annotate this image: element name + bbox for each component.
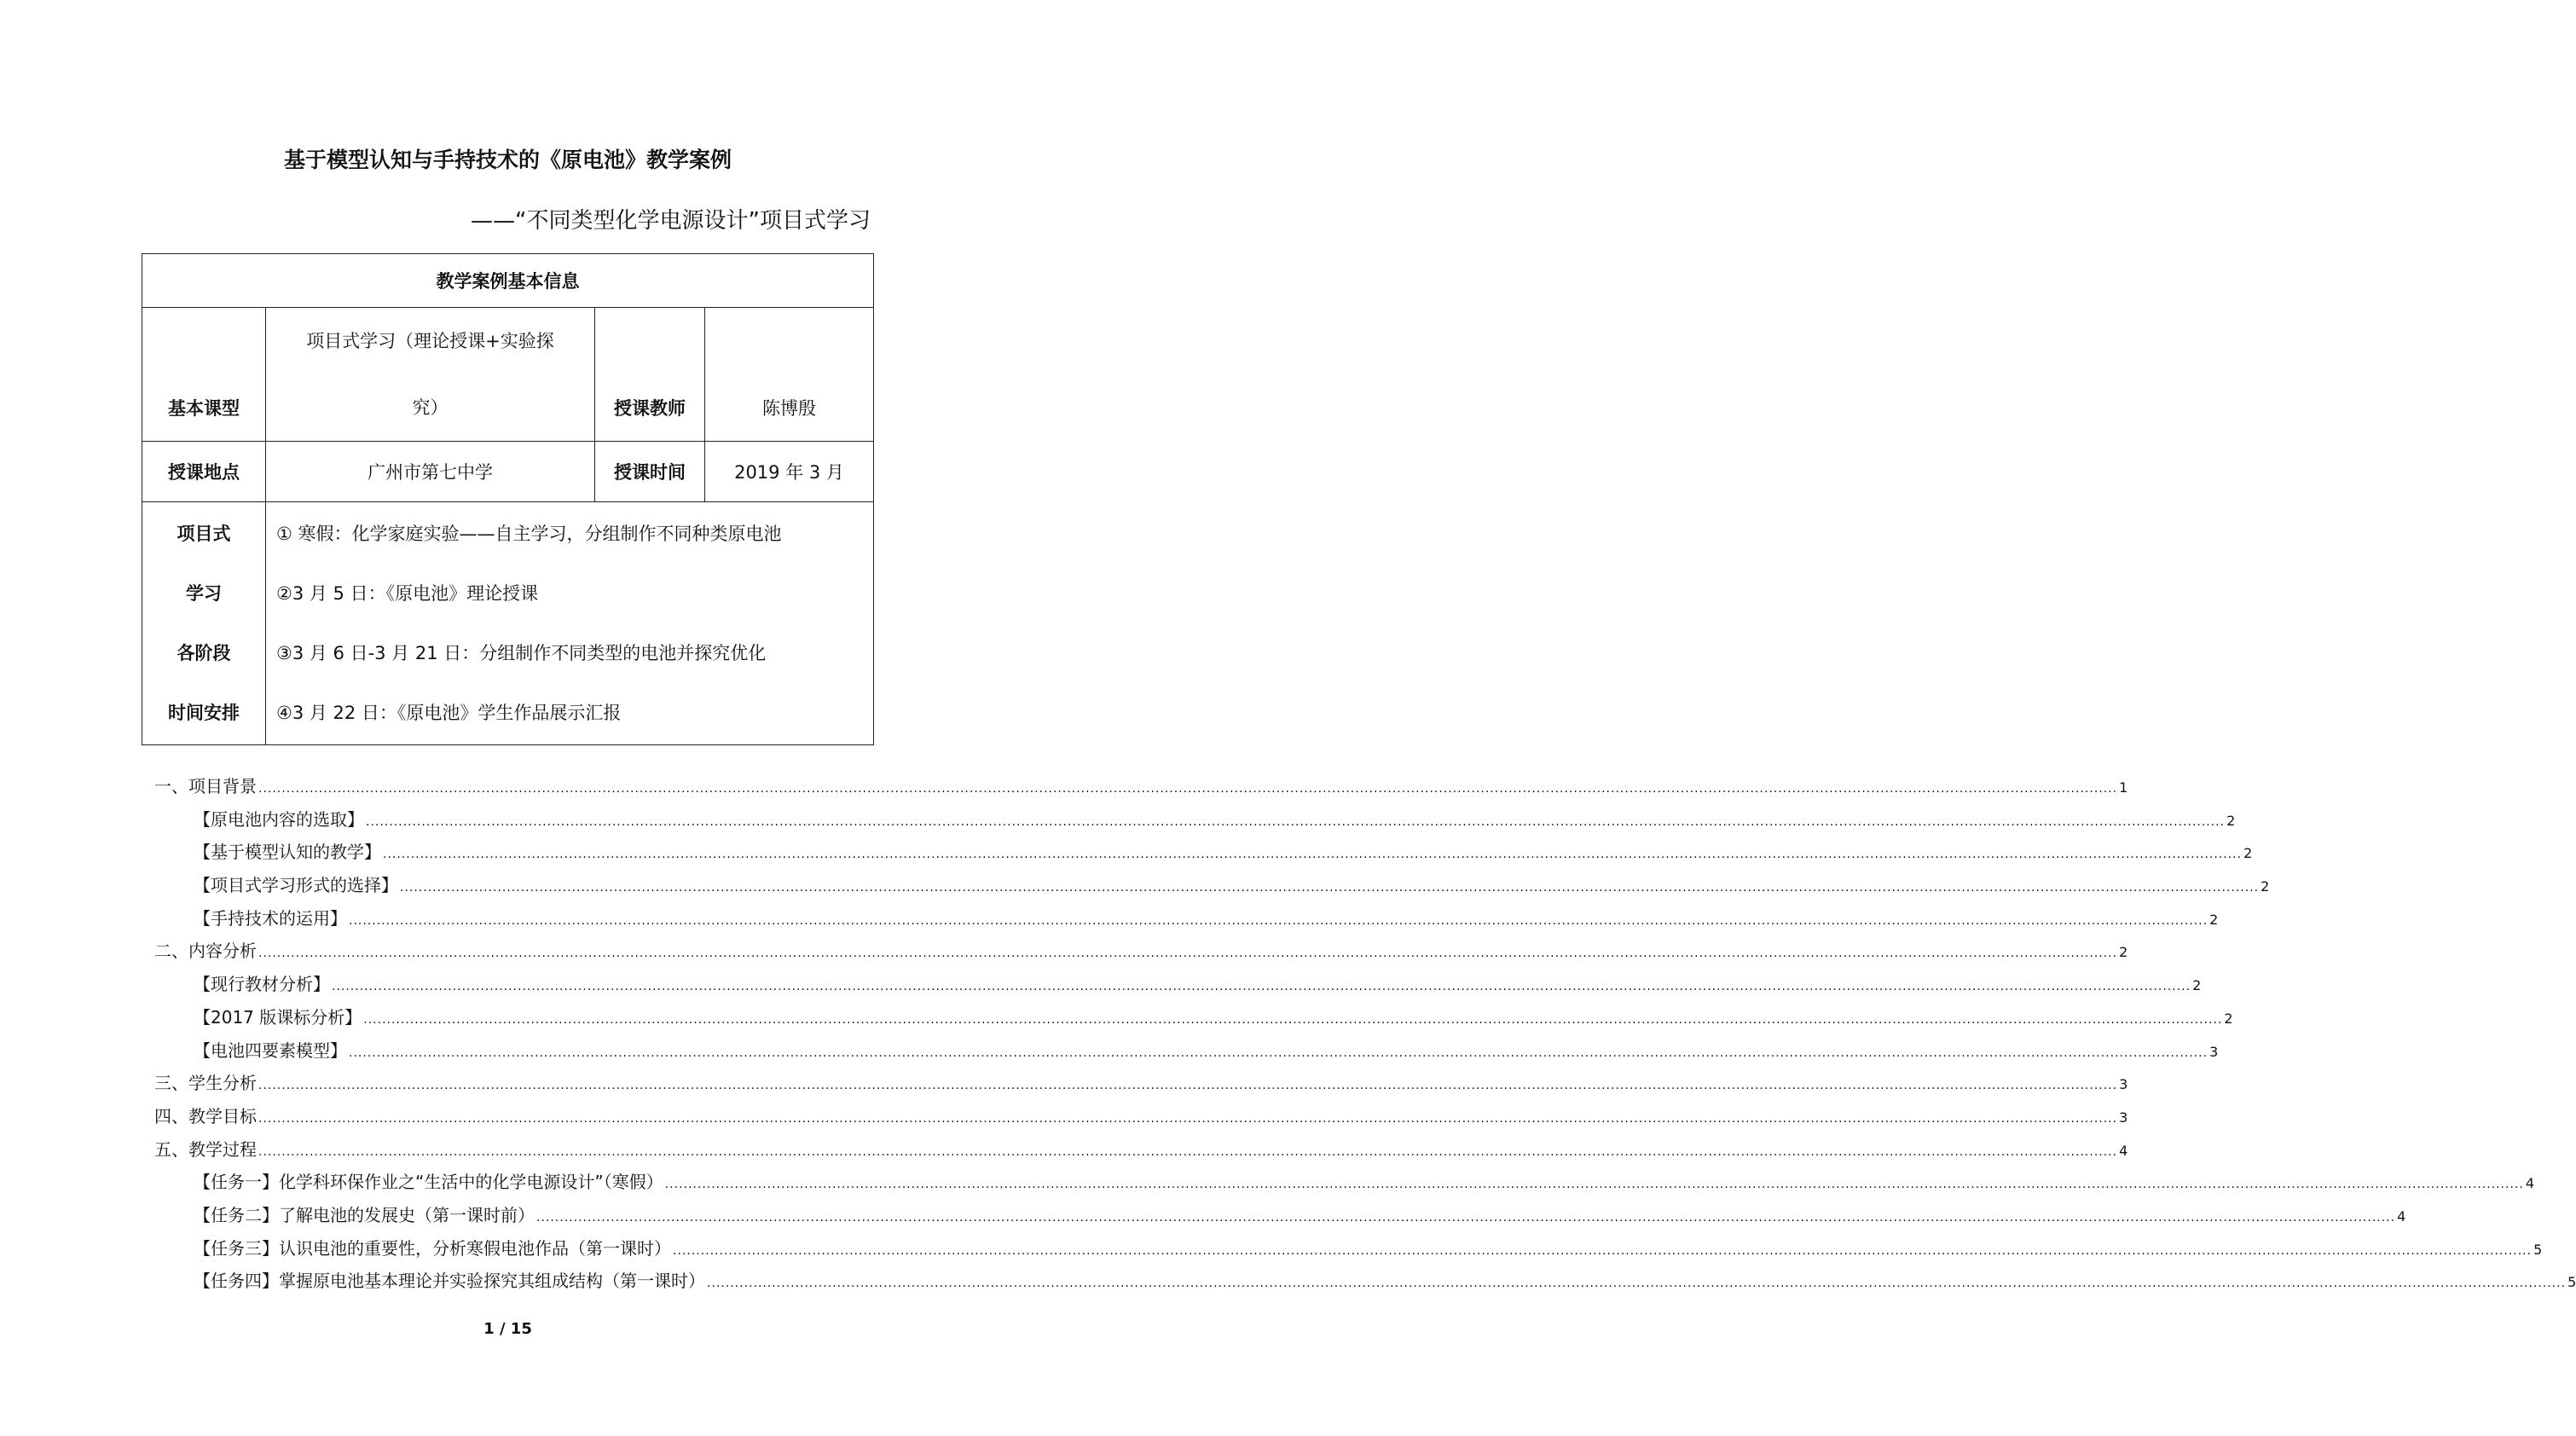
stage-label-line: 时间安排 (168, 703, 240, 723)
course-type-label: 基本课型 (142, 308, 266, 442)
toc-entry-page: 2 (2192, 977, 2202, 994)
toc-entry-page: 5 (2533, 1241, 2543, 1258)
toc-entry-title: 【手持技术的运用】 (194, 907, 347, 929)
toc-leader-dots: ................................................................................................................................................................................................................................................................................................................................................................................................................ (383, 848, 2243, 862)
toc-leader-dots: ................................................................................................................................................................................................................................................................................................................................................................................................................ (258, 1079, 2118, 1093)
toc-leader-dots: ................................................................................................................................................................................................................................................................................................................................................................................................................ (349, 913, 2208, 928)
toc-entry-page: 1 (2119, 779, 2128, 796)
toc-leader-dots: ................................................................................................................................................................................................................................................................................................................................................................................................................ (349, 1045, 2208, 1060)
toc-entry-title: 二、内容分析 (154, 941, 257, 962)
toc-entry-title: 五、教学过程 (154, 1138, 257, 1160)
toc-entry[interactable] (154, 871, 2270, 905)
location-value: 广州市第七中学 (266, 442, 595, 502)
toc-entry-title: 【电池四要素模型】 (194, 1039, 347, 1061)
toc-entry[interactable] (154, 806, 2236, 839)
location-label: 授课地点 (142, 442, 266, 502)
teacher-label: 授课教师 (595, 308, 705, 442)
toc-leader-dots: ................................................................................................................................................................................................................................................................................................................................................................................................................ (400, 881, 2260, 895)
table-caption: 教学案例基本信息 (142, 254, 874, 308)
toc-entry-page: 4 (2397, 1207, 2406, 1225)
toc-entry-page: 5 (2567, 1274, 2576, 1291)
toc-entry-page: 2 (2209, 911, 2219, 928)
stage-label-line: 学习 (186, 583, 222, 604)
course-type-value (266, 308, 595, 442)
toc-leader-dots: ................................................................................................................................................................................................................................................................................................................................................................................................................ (258, 1111, 2118, 1126)
toc-entry[interactable] (154, 1267, 2576, 1300)
toc-entry[interactable] (154, 1201, 2406, 1235)
stage-item: ① 寒假：化学家庭实验——自主学习，分组制作不同种类原电池 (276, 524, 782, 544)
toc-entry-page: 2 (2224, 1010, 2233, 1027)
basic-info-table (142, 253, 874, 745)
toc-leader-dots: ................................................................................................................................................................................................................................................................................................................................................................................................................ (363, 1012, 2223, 1027)
stage-item: ③3 月 6 日-3 月 21 日：分组制作不同类型的电池并探究优化 (276, 643, 767, 663)
toc-entry-title: 四、教学目标 (154, 1105, 257, 1126)
toc-leader-dots: ................................................................................................................................................................................................................................................................................................................................................................................................................ (664, 1178, 2524, 1192)
toc-entry[interactable] (154, 1004, 2233, 1037)
toc-entry[interactable] (154, 1103, 2128, 1136)
stage-schedule (266, 502, 874, 745)
course-type-line-2: 究） (412, 397, 449, 418)
stage-label-line: 各阶段 (177, 643, 231, 663)
toc-leader-dots: ................................................................................................................................................................................................................................................................................................................................................................................................................ (332, 980, 2191, 994)
toc-leader-dots: ................................................................................................................................................................................................................................................................................................................................................................................................................ (258, 947, 2118, 961)
stage-label (142, 502, 266, 745)
toc-entry[interactable] (154, 1168, 2534, 1201)
toc-entry-title: 【任务三】认识电池的重要性，分析寒假电池作品（第一课时） (194, 1237, 671, 1259)
toc-leader-dots: ................................................................................................................................................................................................................................................................................................................................................................................................................ (366, 814, 2226, 829)
time-label: 授课时间 (595, 442, 705, 502)
stage-label-line: 项目式 (177, 524, 231, 544)
stage-item: ②3 月 5 日：《原电池》理论授课 (276, 583, 539, 604)
toc-entry-title: 一、项目背景 (154, 776, 257, 796)
page-number: 1 / 15 (483, 1320, 532, 1338)
toc-entry-page: 3 (2119, 1109, 2128, 1126)
table-of-contents (154, 773, 2576, 1300)
course-type-line-1: 项目式学习（理论授课+实验探 (306, 331, 554, 351)
toc-entry[interactable] (154, 937, 2128, 970)
toc-entry[interactable] (154, 905, 2219, 938)
toc-entry[interactable] (154, 773, 2128, 806)
time-value: 2019 年 3 月 (705, 442, 874, 502)
toc-entry-page: 4 (2525, 1175, 2534, 1192)
toc-entry-title: 【项目式学习形式的选择】 (194, 875, 398, 896)
toc-entry[interactable] (154, 1235, 2543, 1268)
toc-entry[interactable] (154, 970, 2202, 1004)
toc-leader-dots: ................................................................................................................................................................................................................................................................................................................................................................................................................ (258, 782, 2118, 796)
toc-entry-page: 3 (2119, 1076, 2128, 1093)
toc-leader-dots: ................................................................................................................................................................................................................................................................................................................................................................................................................ (707, 1277, 2567, 1291)
toc-entry[interactable] (154, 1037, 2219, 1070)
document-subtitle: ——“不同类型化学电源设计”项目式学习 (471, 208, 871, 234)
teacher-value: 陈博殷 (705, 308, 874, 442)
toc-entry-page: 2 (2261, 878, 2270, 895)
toc-entry-title: 【原电池内容的选取】 (194, 808, 364, 830)
toc-leader-dots: ................................................................................................................................................................................................................................................................................................................................................................................................................ (536, 1210, 2396, 1225)
toc-entry-page: 4 (2119, 1142, 2128, 1159)
toc-entry-page: 3 (2209, 1043, 2219, 1060)
toc-entry-page: 2 (2243, 845, 2253, 862)
document-title: 基于模型认知与手持技术的《原电池》教学案例 (283, 148, 732, 172)
stage-item: ④3 月 22 日：《原电池》学生作品展示汇报 (276, 703, 622, 723)
toc-entry-title: 【2017 版课标分析】 (194, 1006, 362, 1028)
toc-entry[interactable] (154, 838, 2253, 871)
toc-entry-page: 2 (2226, 812, 2236, 829)
toc-entry[interactable] (154, 1136, 2128, 1169)
toc-entry[interactable] (154, 1069, 2128, 1103)
toc-entry-title: 【任务二】了解电池的发展史（第一课时前） (194, 1204, 535, 1225)
toc-entry-page: 2 (2119, 944, 2128, 961)
toc-entry-title: 【任务一】化学科环保作业之“生活中的化学电源设计”（寒假） (194, 1172, 663, 1193)
toc-entry-title: 【基于模型认知的教学】 (194, 842, 381, 863)
toc-entry-title: 【现行教材分析】 (194, 974, 330, 995)
toc-entry-title: 三、学生分析 (154, 1073, 257, 1094)
toc-leader-dots: ................................................................................................................................................................................................................................................................................................................................................................................................................ (673, 1243, 2533, 1258)
toc-leader-dots: ................................................................................................................................................................................................................................................................................................................................................................................................................ (258, 1144, 2118, 1159)
toc-entry-title: 【任务四】掌握原电池基本理论并实验探究其组成结构（第一课时） (194, 1271, 705, 1292)
